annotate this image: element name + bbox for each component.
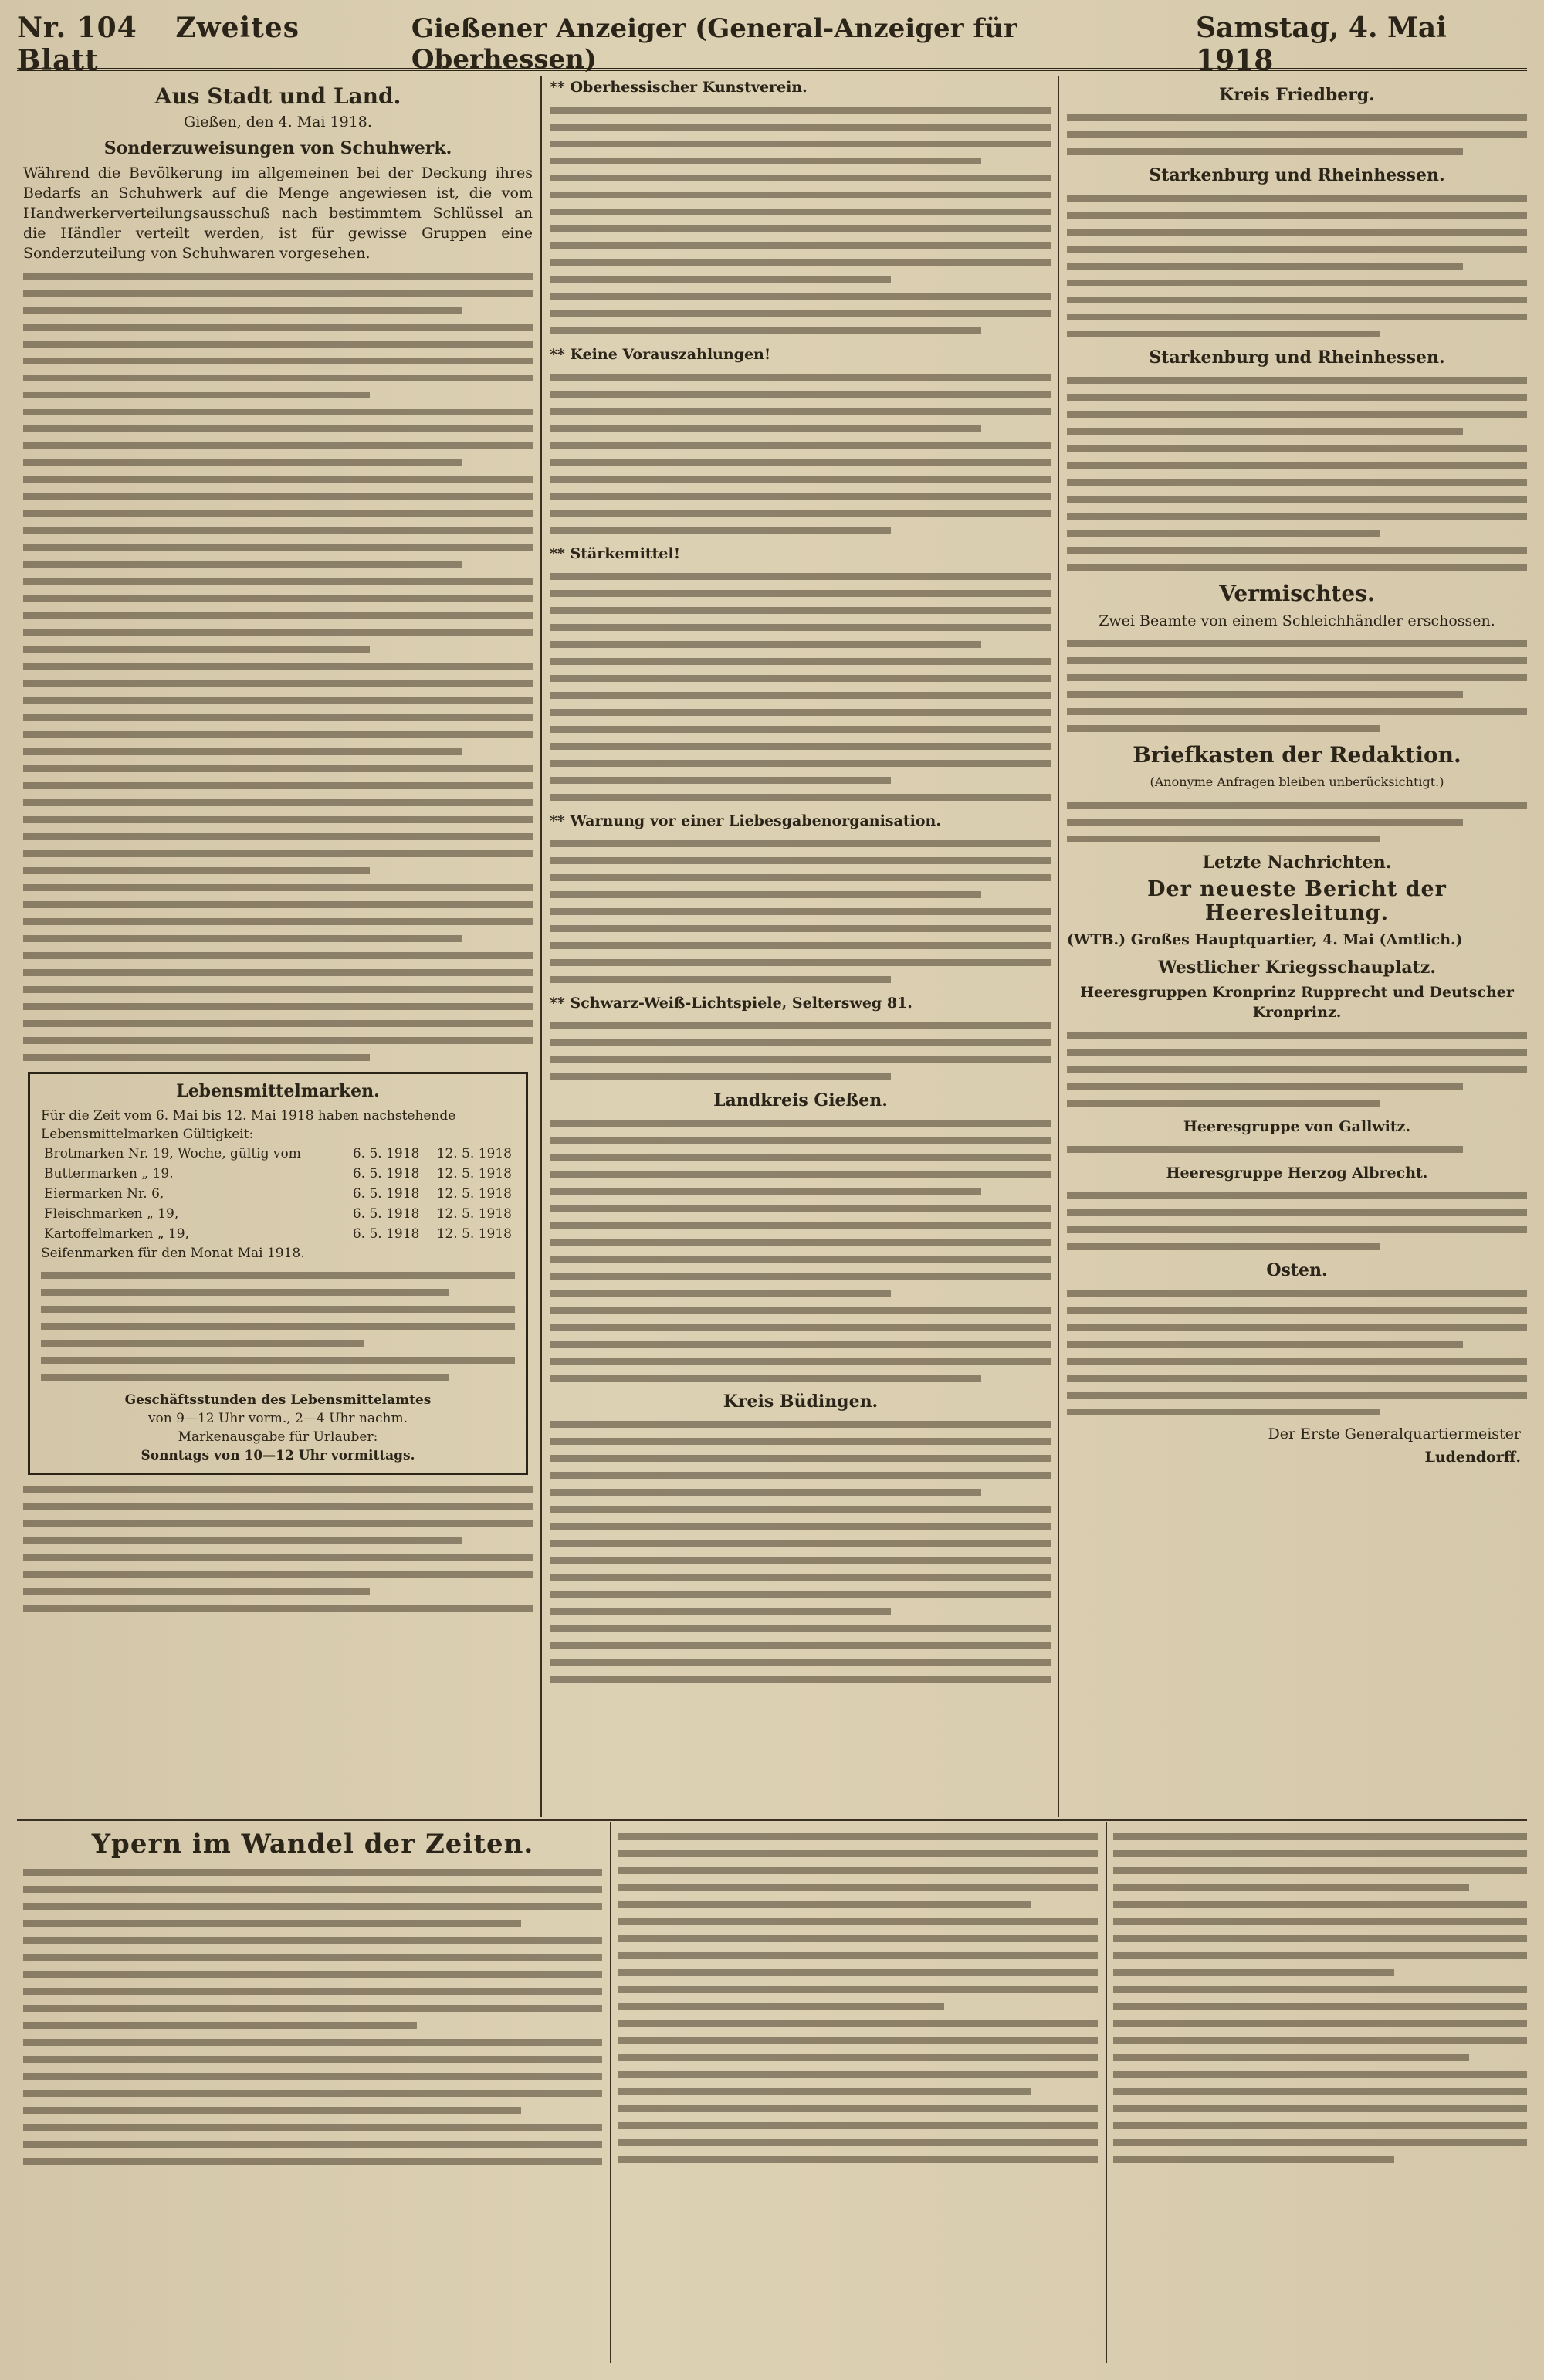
ration-row: Brotmarken Nr. 19, Woche, gültig vom 6. 5. 1918 12. 5. 1918 — [44, 1146, 512, 1161]
landkreis-heading: Landkreis Gießen. — [713, 1090, 888, 1110]
item-lichtspiele: ** Schwarz-Weiß-Lichtspiele, Seltersweg 81. — [550, 995, 913, 1012]
soap-note: Seifenmarken für den Monat Mai 1918. — [41, 1246, 305, 1261]
ration-row: Buttermarken „ 19. 6. 5. 1918 12. 5. 1918 — [44, 1166, 512, 1182]
newspaper-title: Gießener Anzeiger (General-Anzeiger für Oberhessen) — [411, 13, 1017, 75]
ration-box-title: Lebensmittelmarken. — [176, 1081, 380, 1101]
briefkasten-heading: Briefkasten der Redaktion. — [1133, 742, 1461, 768]
item-staerkemittel: ** Stärkemittel! — [550, 545, 681, 562]
column-3 — [1067, 77, 1527, 1815]
kunstverein-lead: ** Oberhessischer Kunstverein. — [550, 79, 808, 96]
kreis-friedberg-heading: Kreis Friedberg. — [1219, 85, 1375, 105]
item-vorauszahlungen: ** Keine Vorauszahlungen! — [550, 346, 771, 363]
letzte-nachrichten-heading: Letzte Nachrichten. — [1202, 853, 1392, 873]
ration-table — [41, 1144, 515, 1244]
awards-text — [23, 1486, 533, 1612]
issue-date: Samstag, 4. Mai 1918 — [1196, 12, 1447, 76]
feature-rule-2 — [1106, 1822, 1107, 2363]
vermischtes-heading: Vermischtes. — [1219, 581, 1375, 606]
ration-row: Fleischmarken „ 19, 6. 5. 1918 12. 5. 1918 — [44, 1206, 512, 1222]
column-rule-1 — [540, 76, 542, 1817]
wtb-line: (WTB.) Großes Hauptquartier, 4. Mai (Amtlich.) — [1067, 931, 1463, 948]
article-body-text — [23, 273, 533, 1061]
ration-box — [28, 1072, 528, 1475]
westlich-heading: Westlicher Kriegsschauplatz. — [1158, 958, 1436, 978]
office-hours-title: Geschäftsstunden des Lebensmittelamtes — [124, 1392, 432, 1408]
ration-row: Kartoffelmarken „ 19, 6. 5. 1918 12. 5. 1918 — [44, 1226, 512, 1242]
feature-column-2 — [618, 1824, 1098, 2365]
issue-title: Markenausgabe für Urlauber: — [178, 1429, 378, 1445]
starkenburg-heading: Starkenburg und Rheinhessen. — [1149, 165, 1445, 185]
ration-box-intro: Für die Zeit vom 6. Mai bis 12. Mai 1918 haben nachstehende Lebensmittelmarken Gültigkeit: — [41, 1108, 456, 1142]
article-intro: Während die Bevölkerung im allgemeinen bei der Deckung ihres Bedarfs an Schuhwerk auf die Menge angewiesen ist, die vom Handwerkerverteilungsausschuß nach bestimmtem Schlüssel an die Händler verteilt werden, ist für gewisse Gruppen eine Sonderzuteilung von Schuhwaren vorgesehen. — [23, 164, 533, 262]
sheet-label: Zweites Blatt — [17, 12, 300, 76]
feature-rule-1 — [610, 1822, 611, 2363]
feature-body-text — [23, 1869, 602, 2165]
heeresbericht-headline: Der neueste Bericht der Heeresleitung. — [1147, 877, 1447, 925]
vermischtes-headline: Zwei Beamte von einem Schleichhändler erschossen. — [1099, 612, 1495, 629]
feature-title: Ypern im Wandel der Zeiten. — [91, 1829, 534, 1860]
office-hours: von 9—12 Uhr vorm., 2—4 Uhr nachm. — [147, 1411, 408, 1426]
kreis-buedingen-heading: Kreis Büdingen. — [723, 1392, 879, 1412]
article-headline: Sonderzuweisungen von Schuhwerk. — [103, 138, 452, 158]
heeresgruppe-3: Heeresgruppe Herzog Albrecht. — [1166, 1165, 1428, 1182]
starkenburg-heading-2: Starkenburg und Rheinhessen. — [1149, 348, 1445, 368]
briefkasten-note: (Anonyme Anfragen bleiben unberücksichtigt.) — [1150, 775, 1444, 789]
feature-column-3 — [1113, 1824, 1527, 2365]
signer-title: Der Erste Generalquartiermeister — [1268, 1426, 1521, 1443]
column-rule-2 — [1058, 76, 1059, 1817]
signer-name: Ludendorff. — [1424, 1449, 1521, 1466]
heeresgruppe-2: Heeresgruppe von Gallwitz. — [1183, 1118, 1411, 1135]
heeresgruppe-1: Heeresgruppen Kronprinz Rupprecht und Deutscher Kronprinz. — [1080, 984, 1514, 1021]
issue-hours: Sonntags von 10—12 Uhr vormittags. — [141, 1448, 415, 1463]
ration-row: Eiermarken Nr. 6, 6. 5. 1918 12. 5. 1918 — [44, 1186, 512, 1202]
masthead — [17, 12, 1527, 76]
osten-heading: Osten. — [1266, 1260, 1328, 1280]
section-rule — [17, 1819, 1527, 1821]
column-2 — [550, 77, 1051, 1815]
feature-column-1 — [23, 1824, 602, 2365]
item-warnung: ** Warnung vor einer Liebesgabenorganisation. — [550, 812, 941, 829]
column-1 — [23, 77, 533, 1815]
section-heading: Aus Stadt und Land. — [154, 83, 401, 109]
issue-number: Nr. 104 — [17, 12, 137, 44]
dateline: Gießen, den 4. Mai 1918. — [184, 114, 372, 131]
